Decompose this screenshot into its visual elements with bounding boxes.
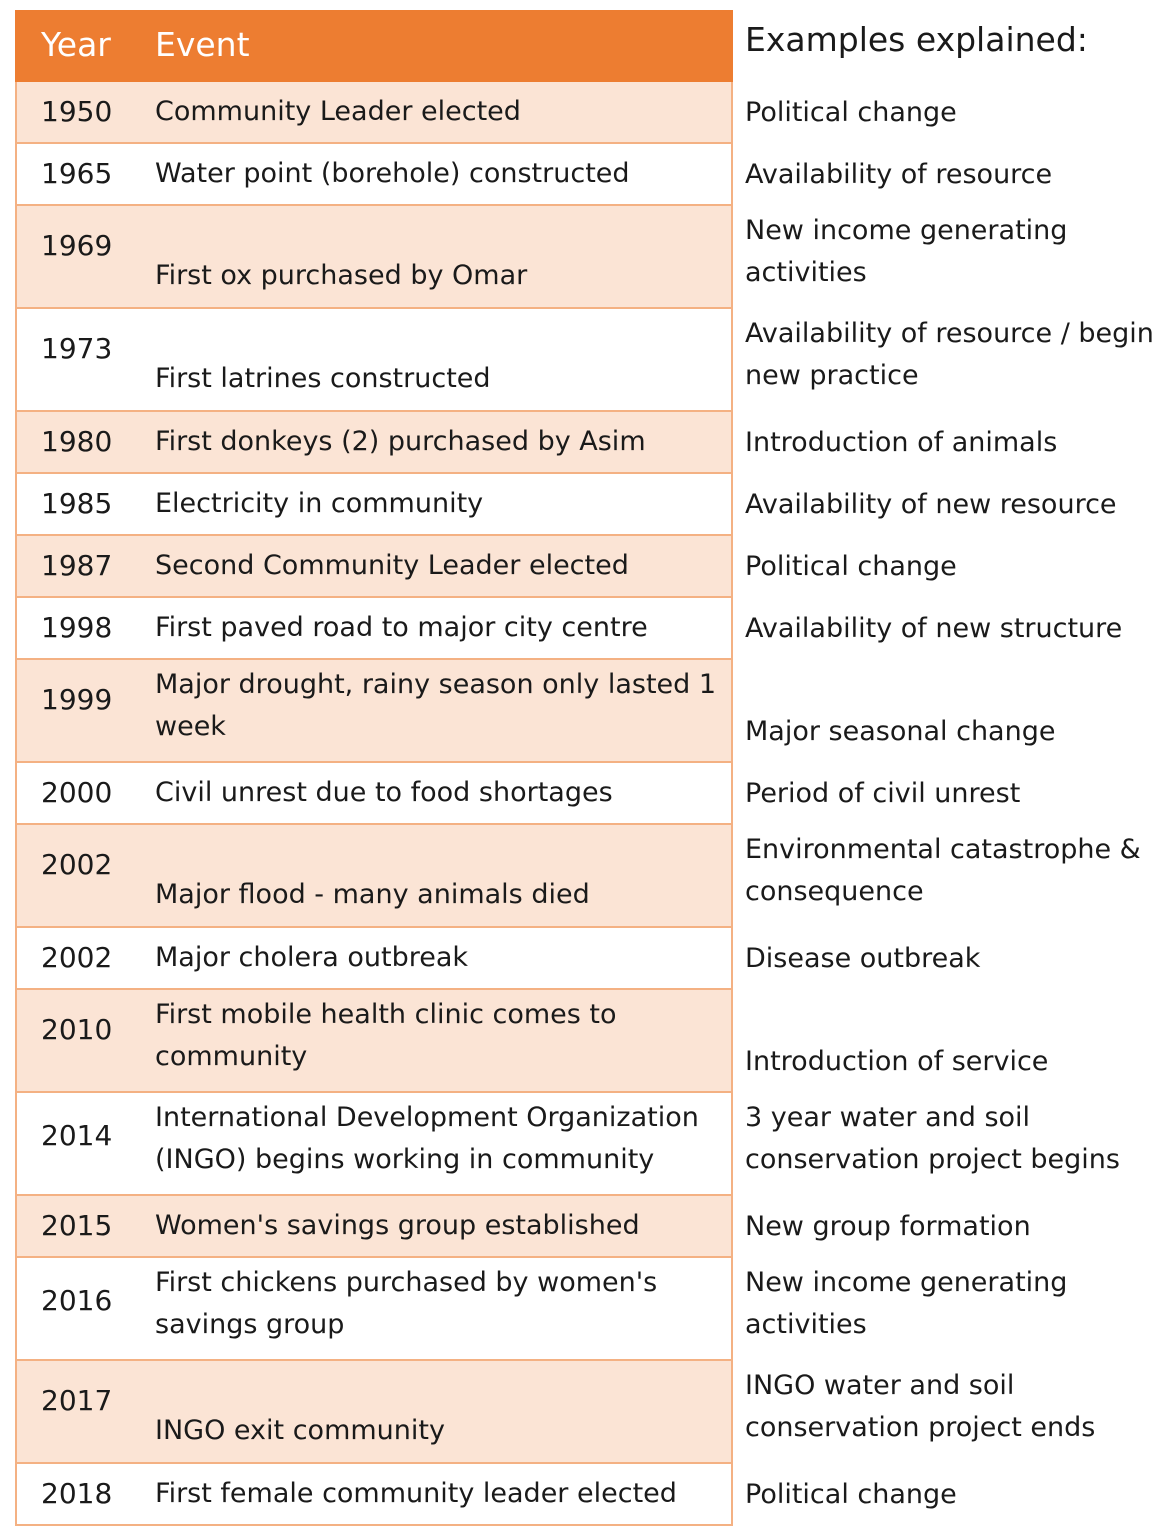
row-left-block	[15, 598, 733, 660]
explanation-cell: Political change	[745, 1479, 957, 1510]
year-cell: 1969	[41, 228, 113, 262]
explained-column-header: Examples explained:	[745, 20, 1088, 59]
table-row	[15, 82, 1158, 144]
year-cell: 1987	[41, 549, 113, 582]
explanation-cell: Introduction of service	[745, 1046, 1049, 1077]
row-left-block	[15, 1196, 733, 1258]
explanation-cell: Disease outbreak	[745, 943, 981, 974]
event-cell: INGO exit community	[155, 1415, 445, 1446]
header-left-block	[15, 10, 733, 82]
row-left-block	[15, 763, 733, 825]
row-left-block	[15, 309, 733, 412]
table-row	[15, 412, 1158, 474]
row-left-block	[15, 206, 733, 309]
table-row	[15, 825, 1158, 928]
event-cell: Major cholera outbreak	[155, 942, 469, 973]
year-cell: 2017	[41, 1383, 113, 1417]
year-cell: 2014	[41, 1118, 113, 1152]
explanation-cell: Environmental catastrophe & consequence	[745, 834, 1141, 907]
event-cell: First paved road to major city centre	[155, 612, 648, 643]
year-cell: 2015	[41, 1209, 113, 1242]
year-cell: 2010	[41, 1012, 113, 1046]
row-left-block	[15, 412, 733, 474]
explanation-cell: Introduction of animals	[745, 427, 1058, 458]
year-cell: 2018	[41, 1477, 113, 1510]
row-left-block	[15, 1464, 733, 1526]
year-cell: 1999	[41, 682, 113, 716]
row-left-block	[15, 1361, 733, 1464]
event-cell: Electricity in community	[155, 488, 484, 519]
year-cell: 1985	[41, 487, 113, 520]
event-cell: First chickens purchased by women's savings group	[155, 1267, 658, 1340]
explanation-cell: 3 year water and soil conservation project begins	[745, 1102, 1120, 1175]
year-cell: 2016	[41, 1283, 113, 1317]
row-left-block	[15, 144, 733, 206]
explanation-cell: New income generating activities	[745, 215, 1068, 288]
year-cell: 1980	[41, 425, 113, 458]
row-left-block	[15, 825, 733, 928]
row-left-block	[15, 928, 733, 990]
year-cell: 2002	[41, 847, 113, 881]
explanation-cell: Political change	[745, 551, 957, 582]
table-row	[15, 763, 1158, 825]
event-cell: Water point (borehole) constructed	[155, 158, 630, 189]
table-row	[15, 144, 1158, 206]
timeline-table	[15, 10, 1158, 1526]
table-row	[15, 474, 1158, 536]
table-row	[15, 1196, 1158, 1258]
table-row	[15, 1093, 1158, 1196]
row-left-block	[15, 1258, 733, 1361]
event-cell: Major flood - many animals died	[155, 879, 590, 910]
row-left-block	[15, 990, 733, 1093]
row-left-block	[15, 660, 733, 763]
event-cell: Women's savings group established	[155, 1210, 640, 1241]
table-row	[15, 536, 1158, 598]
explanation-cell: Availability of new resource	[745, 489, 1117, 520]
table-row	[15, 309, 1158, 412]
explanation-cell: New income generating activities	[745, 1267, 1068, 1340]
table-row	[15, 928, 1158, 990]
row-left-block	[15, 474, 733, 536]
explanation-cell: Political change	[745, 97, 957, 128]
event-cell: First female community leader elected	[155, 1478, 677, 1509]
year-cell: 1965	[41, 157, 113, 190]
explanation-cell: Availability of new structure	[745, 613, 1123, 644]
explanation-cell: Period of civil unrest	[745, 778, 1021, 809]
explanation-cell: Availability of resource	[745, 159, 1053, 190]
year-cell: 1998	[41, 611, 113, 644]
event-cell: First donkeys (2) purchased by Asim	[155, 426, 646, 457]
year-column-header: Year	[41, 25, 111, 64]
event-cell: Civil unrest due to food shortages	[155, 777, 613, 808]
explanation-cell: Availability of resource / begin new practice	[745, 318, 1154, 391]
table-row	[15, 206, 1158, 309]
explanation-cell: New group formation	[745, 1211, 1031, 1242]
table-row	[15, 598, 1158, 660]
year-cell: 1973	[41, 331, 113, 365]
event-cell: First ox purchased by Omar	[155, 260, 528, 291]
table-row	[15, 990, 1158, 1093]
explanation-cell: INGO water and soil conservation project ends	[745, 1370, 1096, 1443]
year-cell: 2002	[41, 941, 113, 974]
event-column-header: Event	[155, 25, 250, 64]
year-cell: 1950	[41, 95, 113, 128]
event-cell: First latrines constructed	[155, 363, 491, 394]
row-left-block	[15, 536, 733, 598]
table-header-row	[15, 10, 1158, 82]
table-row	[15, 1464, 1158, 1526]
explanation-cell: Major seasonal change	[745, 716, 1056, 747]
row-left-block	[15, 82, 733, 144]
event-cell: Community Leader elected	[155, 96, 521, 127]
table-row	[15, 1258, 1158, 1361]
event-cell: First mobile health clinic comes to community	[155, 999, 617, 1072]
table-row	[15, 660, 1158, 763]
row-left-block	[15, 1093, 733, 1196]
year-cell: 2000	[41, 776, 113, 809]
event-cell: Major drought, rainy season only lasted 1 week	[155, 669, 717, 742]
event-cell: International Development Organization (INGO) begins working in community	[155, 1102, 699, 1175]
event-cell: Second Community Leader elected	[155, 550, 629, 581]
table-row	[15, 1361, 1158, 1464]
